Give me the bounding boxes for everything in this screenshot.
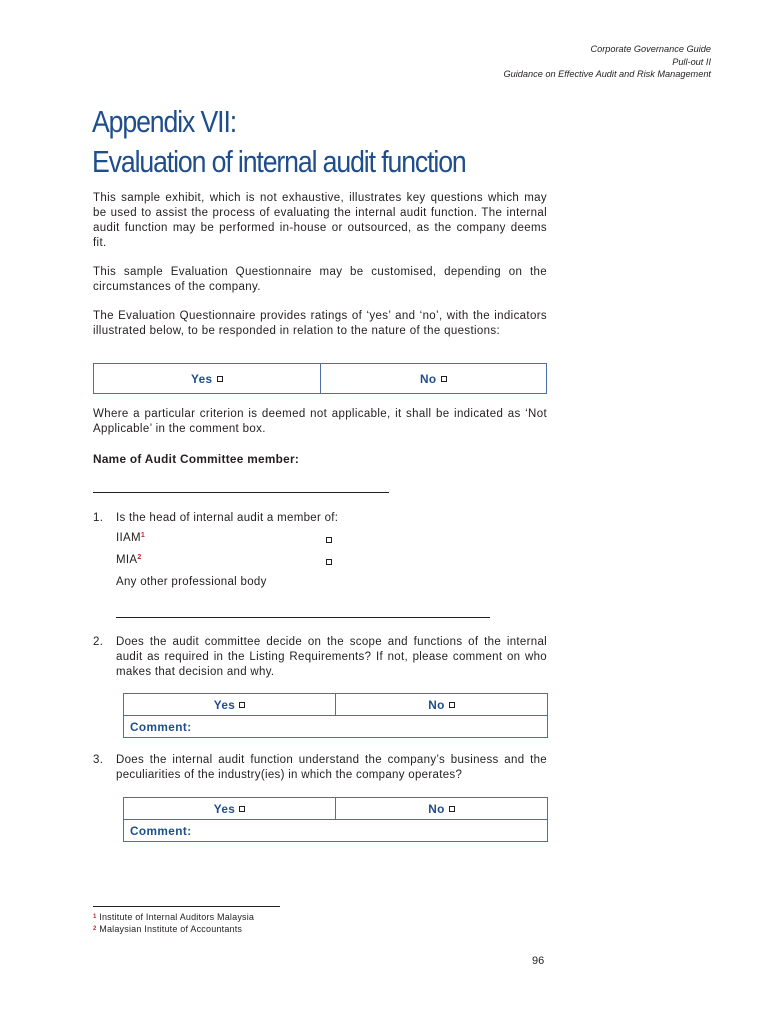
header-section: Guidance on Effective Audit and Risk Management [503,69,711,79]
footnote-marker: 1 [93,914,97,920]
q2-answer-table [123,693,548,738]
checkbox-icon[interactable] [239,702,245,708]
question-text: Does the internal audit function understand the company’s business and the peculiarities of the industry(ies) in which the company operates? [116,754,547,781]
rating-no-cell [320,364,547,394]
option-label: MIA [116,554,138,566]
option-label: IIAM [116,532,141,544]
running-header [503,43,711,81]
rating-no-label: No [419,371,437,386]
footnote-ref: 1 [140,532,146,539]
footnote-marker: 2 [93,926,97,932]
checkbox-icon[interactable] [239,806,245,812]
footnote-divider [93,906,280,907]
checkbox-mia[interactable] [326,559,332,565]
title-appendix: Appendix VII: [92,104,237,139]
footnote-1 [93,912,254,922]
q3-comment-box[interactable] [124,820,548,842]
q3-answer-table [123,797,548,842]
rating-yes-cell [94,364,321,394]
question-1 [93,511,547,527]
title-subject: Evaluation of internal audit function [92,144,466,179]
question-number: 2. [93,636,104,648]
intro-paragraph-2: This sample Evaluation Questionnaire may be customised, depending on the circumstances of the company. [93,266,547,293]
comment-label: Comment: [130,719,192,734]
option-other-body: Any other professional body [116,576,267,588]
checkbox-iiam[interactable] [326,537,332,543]
header-guide-title: Corporate Governance Guide [590,44,711,54]
checkbox-icon[interactable] [449,702,455,708]
rating-yes-label: Yes [190,371,213,386]
intro-paragraph-1: This sample exhibit, which is not exhaustive, illustrates key questions which may be used to assist the process of evaluating the internal audit function. The internal audit function may be performed in-house or outsourced, as the company deems fit. [93,192,547,249]
no-label: No [428,697,445,712]
option-mia [116,554,142,566]
other-body-line[interactable] [116,617,490,618]
comment-label: Comment: [130,823,192,838]
q2-comment-box[interactable] [124,716,548,738]
intro-paragraph-3: The Evaluation Questionnaire provides ratings of ‘yes’ and ‘no’, with the indicators illustrated below, to be responded in relation to the nature of the questions: [93,310,547,337]
question-number: 1. [93,512,104,524]
checkbox-icon[interactable] [449,806,455,812]
question-text: Is the head of internal audit a member of: [116,512,339,524]
question-text: Does the audit committee decide on the scope and functions of the internal audit as required in the Listing Requirements? If not, please comment on who makes that decision and why. [116,636,547,678]
intro-paragraph-4: Where a particular criterion is deemed not applicable, it shall be indicated as ‘Not Applicable’ in the comment box. [93,408,547,435]
rating-indicator-table [93,363,547,394]
q2-no-cell[interactable] [336,694,548,716]
question-3 [93,753,547,784]
page-title [92,102,526,182]
member-name-line[interactable] [93,492,389,493]
page-number: 96 [532,955,545,967]
footnote-ref: 2 [137,554,142,561]
footnote-text: Malaysian Institute of Accountants [99,924,243,934]
checkbox-icon [441,376,447,382]
member-name-label: Name of Audit Committee member: [93,452,300,466]
yes-label: Yes [213,801,236,816]
option-iiam [116,532,145,544]
no-label: No [428,801,445,816]
q3-no-cell[interactable] [336,798,548,820]
footnote-2 [93,924,242,934]
q3-yes-cell[interactable] [124,798,336,820]
checkbox-icon [217,376,223,382]
question-number: 3. [93,754,104,766]
question-2 [93,635,547,681]
q2-yes-cell[interactable] [124,694,336,716]
header-pullout: Pull-out II [672,56,711,67]
footnote-text: Institute of Internal Auditors Malaysia [99,912,255,922]
yes-label: Yes [213,697,236,712]
